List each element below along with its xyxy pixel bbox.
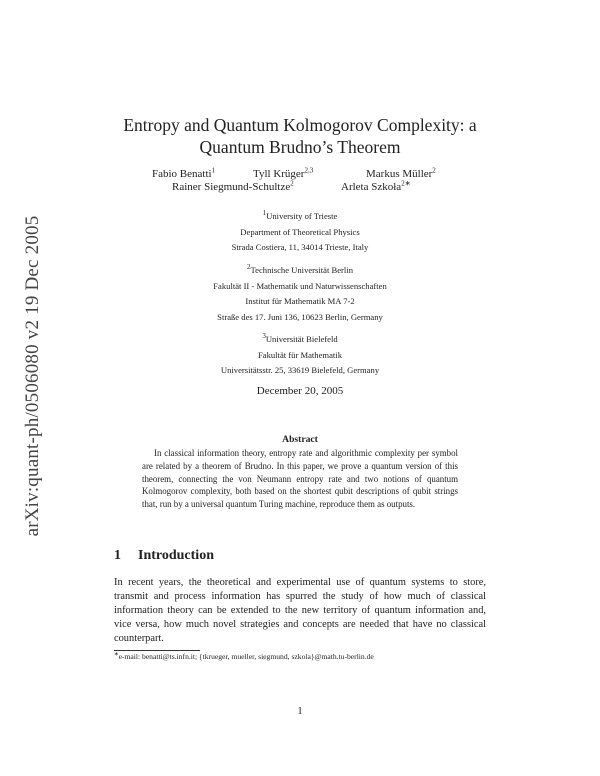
affiliation-line: Institut für Mathematik MA 7-2 [245,296,355,306]
title-line-2: Quantum Brudno’s Theorem [199,137,401,157]
author-affiliation-mark: 2,3 [304,166,314,175]
affiliation-tu-berlin [150,263,450,325]
affiliation-line: Fakultät für Mathematik [257,349,342,360]
affiliation-mark: 2 [247,263,251,272]
affiliation-line: $^1$University of Trieste [262,209,338,221]
affiliation-line: $^2$Technische Universität Berlin [247,263,353,275]
paper-date: December 20, 2005 [256,385,344,397]
section-number: 1 [114,548,121,563]
footnote-text: e-mail: benatti@ts.infn.it; {tkrueger, mueller, siegmund, szkola}@math.tu-berlin.de [118,652,374,661]
author-name: Tyll Krüger [253,168,305,180]
author-kruger [253,168,313,180]
affiliation-line: Department of Theoretical Physics [240,226,360,237]
affiliation-trieste [150,209,450,256]
paper-title [80,114,520,158]
affiliation-line: $^3$Universität Bielefeld [262,332,338,344]
footnote-rule [114,650,200,651]
title-line-1: Entropy and Quantum Kolmogorov Complexity: a [123,115,477,135]
author-affiliation-mark: 2 [290,179,294,188]
affiliation-mark: 1 [262,209,267,218]
introduction-paragraph: In recent years, the theoretical and experimental use of quantum systems to store, transmit and process information has spurred the study of how much of classical information theory can be extended to the new territory of quantum information and, vice versa, how much novel strategies and concepts are needed that have no classical counterpart. [114,577,486,645]
author-name: Fabio Benatti [152,168,212,180]
author-muller [366,168,436,180]
affiliation-mark: 3 [262,332,266,341]
author-name: Markus Müller [366,168,433,180]
author-benatti [152,168,215,180]
affiliation-line: Straße des 17. Juni 136, 10623 Berlin, Germany [217,311,383,322]
author-siegmund-schultze [172,181,294,193]
abstract-text: In classical information theory, entropy rate and algorithmic complexity per symbol are related by a theorem of Brudno. In this paper, we prove a quantum version of this theorem, connecting the von Neumann entropy rate and two notions of quantum Kolmogorov complexity, both based on the shortest qubit descriptions of qubit strings that, run by a universal quantum Turing machine, reproduce them as outputs. [142,448,458,510]
page-number: 1 [297,706,303,717]
affiliation-bielefeld [150,332,450,379]
affiliation-line: Fakultät II - Mathematik und Naturwissenschaften [213,280,387,291]
author-szkola [341,181,411,193]
author-name: Rainer Siegmund-Schultze [172,181,291,193]
footnote [114,652,374,661]
affiliation-line: Universitätsstr. 25, 33619 Bielefeld, Germany [220,365,380,375]
footnote-mark: ∗ [114,651,119,658]
author-affiliation-mark: 2∗ [401,179,411,188]
author-name: Arleta Szkoła [341,181,402,193]
affiliation-line: Strada Costiera, 11, 34014 Trieste, Italy [231,242,369,252]
abstract-heading: Abstract [282,434,318,445]
section-heading [114,548,214,564]
author-affiliation-mark: 2 [432,166,436,175]
section-title: Introduction [138,548,214,563]
author-affiliation-mark: 1 [211,166,216,175]
arxiv-side-identifier: arXiv:quant-ph/0506080 v2 19 Dec 2005 [22,215,43,537]
